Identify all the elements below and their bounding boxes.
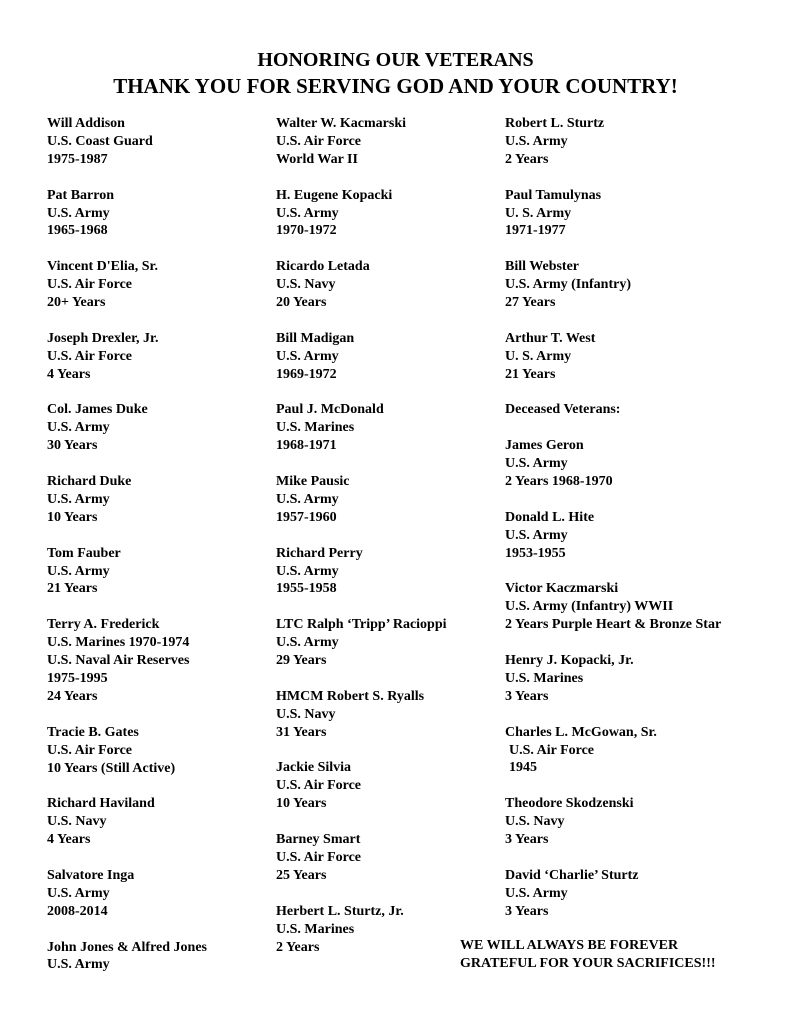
veteran-detail: U.S. Air Force [276, 133, 362, 149]
veteran-name: Mike Pausic [276, 474, 350, 490]
veteran-detail: 2 Years [276, 939, 320, 955]
veteran-entry [276, 258, 501, 312]
deceased-veterans-heading: Deceased Veterans: [505, 402, 621, 418]
veteran-detail: U.S. Army [276, 563, 339, 579]
veteran-detail: 1957-1960 [276, 509, 337, 525]
veteran-name: Vincent D'Elia, Sr. [47, 259, 158, 275]
veteran-detail: 1968-1971 [276, 438, 337, 454]
veteran-detail: 1955-1958 [276, 581, 337, 597]
veteran-entry [276, 759, 501, 813]
veteran-name: H. Eugene Kopacki [276, 187, 393, 203]
veteran-entry [276, 187, 501, 241]
veteran-entry [276, 115, 501, 169]
veterans-column-2 [276, 115, 501, 974]
veteran-entry [276, 688, 501, 742]
veteran-name: Walter W. Kacmarski [276, 116, 407, 131]
veteran-name: LTC Ralph ‘Tripp’ Racioppi [276, 617, 447, 633]
veteran-name: Joseph Drexler, Jr. [47, 330, 159, 346]
veteran-detail: 21 Years [505, 366, 556, 382]
veteran-entry [47, 867, 267, 921]
veteran-detail: World War II [276, 151, 358, 167]
veteran-detail: 1971-1977 [505, 223, 566, 239]
veteran-entry [47, 187, 267, 241]
veteran-detail: 25 Years [276, 867, 327, 883]
veteran-entry [505, 509, 785, 563]
veteran-entry [276, 330, 501, 384]
veteran-name: John Jones & Alfred Jones [47, 939, 207, 955]
veteran-name: David ‘Charlie’ Sturtz [505, 867, 639, 883]
veteran-detail: 1953-1955 [505, 545, 566, 561]
veteran-detail: 2 Years Purple Heart & Bronze Star [505, 617, 722, 633]
veteran-detail: 1965-1968 [47, 223, 108, 239]
veteran-name: Victor Kaczmarski [505, 581, 619, 597]
veteran-detail: U. S. Army [505, 205, 572, 221]
veteran-detail: U.S. Navy [47, 814, 107, 830]
closing-line-1: WE WILL ALWAYS BE FOREVER [460, 938, 679, 953]
veteran-detail: 3 Years [505, 832, 549, 848]
veteran-detail: 10 Years [276, 796, 327, 812]
veteran-detail: 3 Years [505, 903, 549, 919]
veteran-detail: 21 Years [47, 581, 98, 597]
veteran-name: HMCM Robert S. Ryalls [276, 688, 425, 704]
veteran-detail: U.S. Army [505, 527, 568, 543]
veteran-name: Charles L. McGowan, Sr. [505, 724, 657, 740]
veteran-detail: U.S. Navy [276, 277, 336, 293]
veteran-detail: U.S. Coast Guard [47, 133, 153, 149]
veteran-detail: 31 Years [276, 724, 327, 740]
veteran-detail: U.S. Air Force [47, 277, 133, 293]
veteran-detail: U.S. Army (Infantry) [505, 277, 631, 293]
veteran-detail: U.S. Army (Infantry) WWII [505, 599, 674, 615]
veteran-detail: U.S. Naval Air Reserves [47, 653, 190, 669]
page-title: HONORING OUR VETERANS [257, 49, 534, 71]
veteran-detail: U.S. Air Force [276, 850, 362, 865]
veteran-entry [505, 724, 785, 778]
veteran-detail: 30 Years [47, 438, 98, 454]
veteran-entry [505, 437, 785, 491]
veteran-entry [47, 473, 267, 527]
veteran-entry [276, 831, 501, 885]
veteran-name: James Geron [505, 438, 584, 454]
veteran-detail: 3 Years [505, 688, 549, 704]
veterans-column-1 [47, 115, 267, 992]
page-subtitle: THANK YOU FOR SERVING GOD AND YOUR COUNTRY! [113, 74, 678, 98]
veteran-entry [47, 724, 267, 778]
veteran-detail: U.S. Air Force [276, 778, 362, 794]
veteran-detail: U.S. Marines 1970-1974 [47, 635, 190, 651]
closing-line-2: GRATEFUL FOR YOUR SACRIFICES!!! [460, 955, 716, 971]
veteran-entry [505, 330, 785, 384]
veteran-entry [47, 939, 267, 975]
veteran-name: Tracie B. Gates [47, 724, 139, 740]
veteran-name: Paul Tamulynas [505, 187, 602, 203]
veteran-detail: 2 Years [505, 151, 549, 167]
veteran-name: Theodore Skodzenski [505, 796, 634, 812]
veteran-detail: 10 Years [47, 509, 98, 525]
veteran-entry [276, 545, 501, 599]
veteran-detail: 1970-1972 [276, 223, 337, 239]
veteran-entry [47, 616, 267, 706]
veteran-entry [505, 115, 785, 169]
veteran-detail: U.S. Air Force [47, 348, 133, 364]
veteran-entry [505, 258, 785, 312]
veteran-detail: 1945 [509, 760, 537, 776]
veteran-name: Ricardo Letada [276, 259, 370, 275]
veteran-detail: 4 Years [47, 832, 91, 848]
veteran-detail: 1975-1987 [47, 151, 108, 167]
veteran-entry [47, 330, 267, 384]
veteran-name: Terry A. Frederick [47, 617, 160, 633]
veteran-detail: 4 Years [47, 366, 91, 382]
veteran-name: Richard Perry [276, 545, 363, 561]
veteran-detail: 2008-2014 [47, 903, 108, 919]
veteran-entry [47, 795, 267, 849]
veteran-name: Bill Webster [505, 259, 580, 275]
veteran-detail: 24 Years [47, 688, 98, 704]
veteran-entry [276, 401, 501, 455]
veteran-detail: U.S. Army [47, 957, 110, 973]
veteran-entry [47, 545, 267, 599]
veteran-detail: U.S. Army [276, 348, 339, 364]
veteran-entry [47, 401, 267, 455]
veteran-entry [505, 867, 785, 921]
veteran-detail: 29 Years [276, 653, 327, 669]
veteran-name: Richard Haviland [47, 796, 155, 812]
veteran-detail: 27 Years [505, 295, 556, 311]
veteran-name: Donald L. Hite [505, 509, 595, 525]
veterans-column-3 [505, 115, 785, 939]
veteran-detail: U.S. Army [276, 635, 339, 651]
veteran-detail: U.S. Marines [276, 420, 355, 436]
veteran-name: Bill Madigan [276, 330, 355, 346]
veteran-detail: U.S. Army [47, 885, 110, 901]
veteran-name: Jackie Silvia [276, 760, 352, 776]
veteran-name: Salvatore Inga [47, 867, 135, 883]
veteran-detail: U. S. Army [505, 348, 572, 364]
deceased-veterans-list [505, 437, 785, 920]
veteran-detail: U.S. Marines [276, 921, 355, 937]
veteran-detail: 1969-1972 [276, 366, 337, 382]
veteran-detail: U.S. Marines [505, 670, 584, 686]
veteran-entry [505, 187, 785, 241]
veteran-detail: U.S. Army [47, 491, 110, 507]
veteran-name: Paul J. McDonald [276, 402, 384, 418]
veteran-detail: U.S. Air Force [47, 742, 133, 758]
veteran-name: Pat Barron [47, 187, 115, 203]
closing-message [460, 937, 716, 973]
veteran-detail: U.S. Army [276, 205, 339, 221]
veteran-entry [276, 616, 501, 670]
veteran-name: Tom Fauber [47, 545, 121, 561]
veteran-detail: U.S. Army [47, 563, 110, 579]
veteran-entry [505, 580, 785, 634]
veteran-entry [276, 473, 501, 527]
veteran-detail: 2 Years 1968-1970 [505, 474, 613, 490]
veteran-name: Barney Smart [276, 832, 361, 848]
veteran-detail: 1975-1995 [47, 670, 108, 686]
veteran-detail: 20+ Years [47, 295, 106, 311]
veteran-detail: U.S. Army [47, 205, 110, 221]
veteran-detail: U.S. Army [505, 133, 568, 149]
veteran-detail: 20 Years [276, 295, 327, 311]
veteran-detail: U.S. Air Force [509, 742, 595, 758]
veteran-entry [47, 258, 267, 312]
veteran-entry [47, 115, 267, 169]
veteran-detail: U.S. Army [505, 885, 568, 901]
veteran-name: Col. James Duke [47, 402, 148, 418]
veteran-name: Richard Duke [47, 474, 132, 490]
veteran-name: Robert L. Sturtz [505, 116, 605, 131]
veteran-detail: 10 Years (Still Active) [47, 760, 176, 776]
veteran-name: Arthur T. West [505, 330, 596, 346]
veteran-entry [505, 795, 785, 849]
veteran-detail: U.S. Army [276, 491, 339, 507]
veteran-name: Will Addison [47, 116, 125, 131]
veteran-entry [505, 652, 785, 706]
veteran-name: Herbert L. Sturtz, Jr. [276, 903, 404, 919]
veteran-detail: U.S. Navy [276, 706, 336, 722]
veteran-detail: U.S. Army [47, 420, 110, 436]
veteran-detail: U.S. Army [505, 456, 568, 472]
veteran-name: Henry J. Kopacki, Jr. [505, 653, 634, 669]
living-veterans-list [505, 115, 785, 384]
veteran-detail: U.S. Navy [505, 814, 565, 830]
